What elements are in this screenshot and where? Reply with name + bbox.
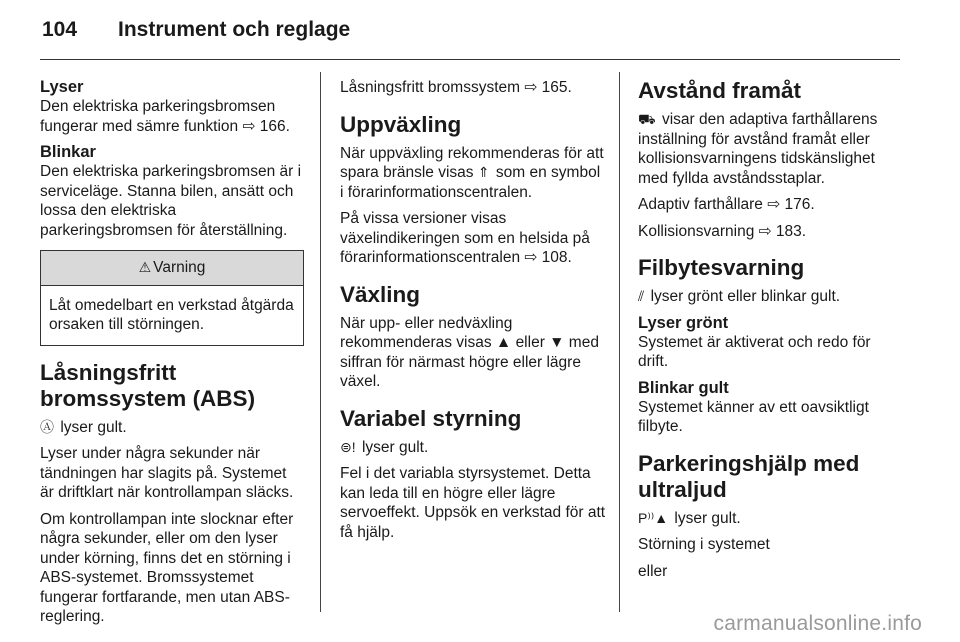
lane-departure-icon: ⫽	[638, 288, 645, 304]
yellow-heading: Blinkar gult	[638, 378, 729, 397]
page-title: Instrument och reglage	[118, 18, 351, 41]
abs-reference: Låsningsfritt bromssystem ⇨ 165.	[340, 79, 572, 96]
shift-heading: Växling	[340, 281, 421, 307]
distance-text: visar den adaptiva farthållarens inställning för avstånd framåt eller kollisionsvarningens tidskänslighet med fyllda avståndsstaplar.	[638, 111, 878, 187]
shift-paragraph: När upp- eller nedväxling rekommenderas visas ▲ eller ▼ med siffran för närmast högre eller lägre växel.	[340, 314, 599, 390]
warning-header	[41, 251, 303, 286]
abs-paragraph-1: Lyser under några sekunder när tändningen har slagits på. Systemet är driftklart när kontrollampan släcks.	[40, 445, 294, 501]
lyser-heading: Lyser	[40, 78, 84, 96]
parking-status: lyser gult.	[674, 509, 741, 527]
vehicle-ahead-icon: ⛟	[638, 111, 656, 127]
blinkar-heading: Blinkar	[40, 143, 96, 161]
parking-status-line	[638, 509, 900, 529]
distance-ref-collision: Kollisionsvarning ⇨ 183.	[638, 222, 807, 240]
column-divider	[320, 72, 321, 612]
page-header	[42, 18, 350, 42]
steering-heading: Variabel styrning	[340, 405, 522, 431]
parking-paragraph-2: eller	[638, 562, 668, 580]
column-divider	[619, 72, 620, 612]
abs-status-line	[40, 418, 304, 438]
green-text: Systemet är aktiverat och redo för drift.	[638, 333, 871, 370]
parking-paragraph-1: Störning i systemet	[638, 536, 770, 553]
column-1	[40, 78, 304, 634]
column-3	[638, 78, 900, 588]
warning-box	[40, 250, 304, 346]
abs-icon: Ⓐ	[40, 418, 54, 435]
watermark: carmanualsonline.info	[713, 612, 922, 635]
distance-ref-cruise: Adaptiv farthållare ⇨ 176.	[638, 196, 815, 213]
green-heading: Lyser grönt	[638, 313, 729, 332]
steering-status-line	[340, 438, 606, 458]
upshift-heading: Uppväxling	[340, 111, 462, 137]
abs-paragraph-2: Om kontrollampan inte slocknar efter några sekunder, eller om den lyser under körning, finns det en störning i ABS-systemet. Bromssystemet fungerar fortfarande, men utan ABS-reglering.	[40, 510, 294, 625]
upshift-text-a: När uppväxling rekommenderas för att spara bränsle visas	[340, 144, 604, 181]
distance-heading: Avstånd framåt	[638, 78, 801, 103]
lyser-text: Den elektriska parkeringsbromsen fungerar med sämre funktion ⇨ 166.	[40, 98, 290, 135]
upshift-text-b: som en symbol i förarinformationscentralen.	[340, 164, 601, 201]
warning-label: Varning	[153, 259, 206, 276]
warning-triangle-icon: ⚠	[138, 259, 152, 275]
yellow-text: Systemet känner av ett oavsiktligt filbyte.	[638, 398, 869, 435]
upshift-arrow-icon: ⇑	[477, 164, 490, 180]
page-number: 104	[42, 18, 78, 41]
steering-paragraph: Fel i det variabla styrsystemet. Detta kan leda till en högre eller lägre servoeffekt. Uppsök en verkstad för att få hjälp.	[340, 465, 606, 541]
distance-paragraph	[638, 110, 900, 188]
steering-status: lyser gult.	[361, 438, 429, 456]
abs-status: lyser gult.	[60, 418, 127, 436]
blinkar-text: Den elektriska parkeringsbromsen är i serviceläge. Stanna bilen, ansätt och lossa den elektriska parkeringsbromsen för återställning.	[40, 163, 302, 239]
upshift-paragraph-1	[340, 144, 606, 203]
parking-sensor-icon: P⁾⁾▲	[638, 509, 669, 526]
steering-warning-icon: ⊜!	[340, 438, 356, 455]
upshift-paragraph-2: På vissa versioner visas växelindikeringen som en helsida på förarinformationscentralen ⇨ 108.	[340, 210, 590, 266]
header-rule	[40, 59, 900, 60]
lane-status-line	[638, 287, 900, 307]
lane-status: lyser grönt eller blinkar gult.	[650, 288, 841, 305]
warning-text: Låt omedelbart en verkstad åtgärda orsaken till störningen.	[49, 296, 294, 333]
column-2	[340, 78, 606, 549]
parking-heading: Parkeringshjälp med ultraljud	[638, 450, 860, 502]
lane-heading: Filbytesvarning	[638, 255, 805, 280]
abs-heading: Låsningsfritt bromssystem (ABS)	[40, 359, 256, 411]
